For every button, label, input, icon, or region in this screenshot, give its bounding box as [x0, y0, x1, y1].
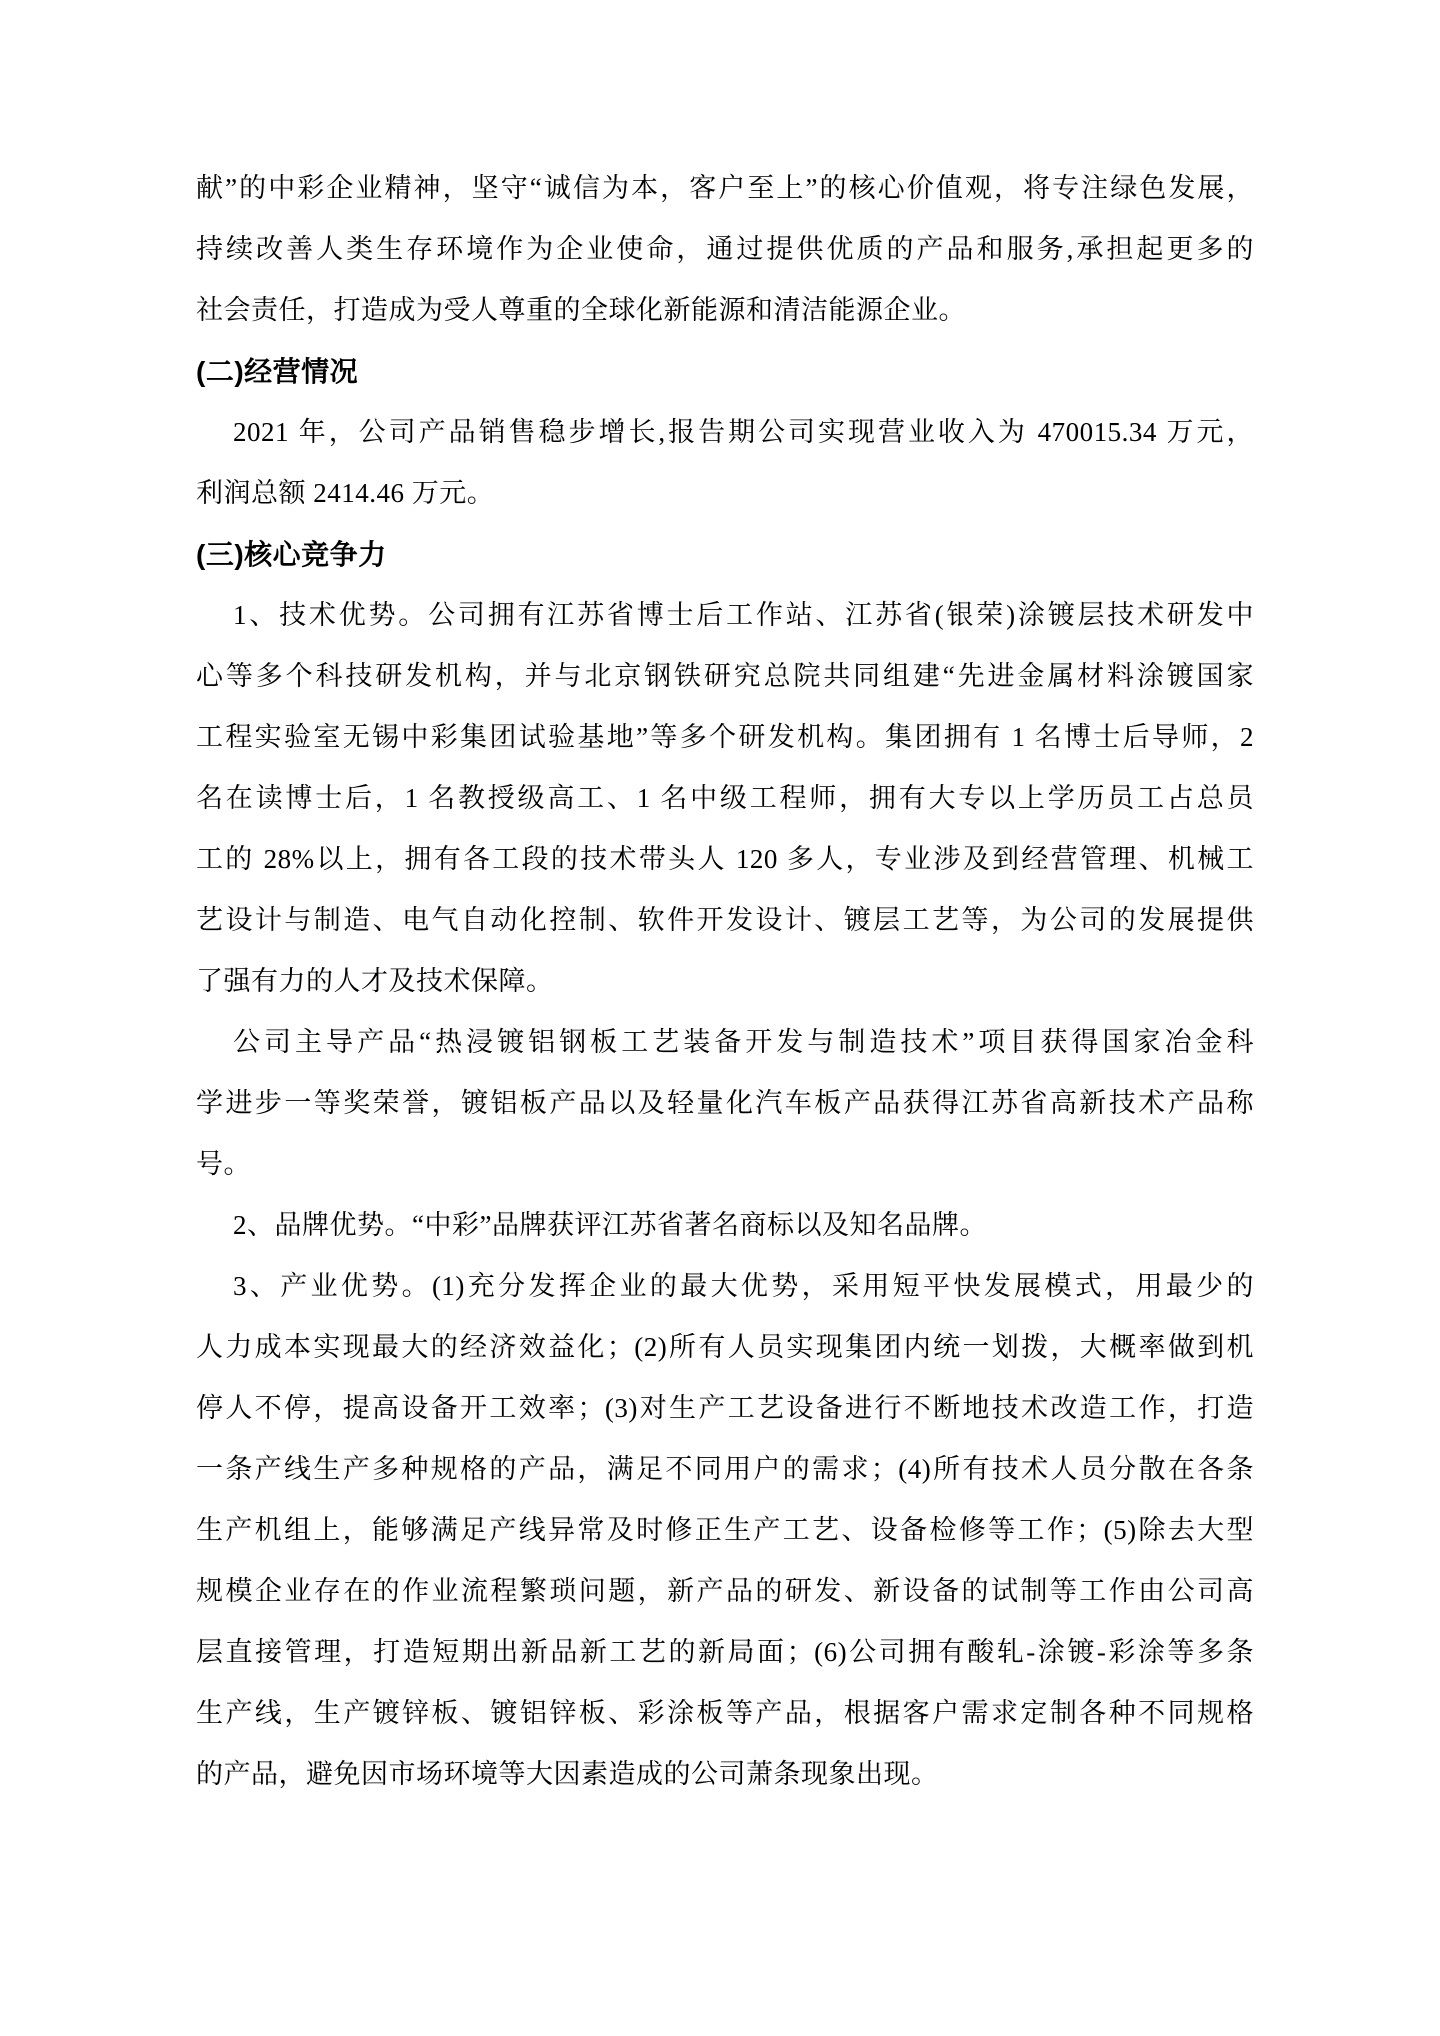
text-line: 献”的中彩企业精神，坚守“诚信为本，客户至上”的核心价值观，将专注绿色发展， — [196, 173, 1254, 203]
text-line: 社会责任，打造成为受人尊重的全球化新能源和清洁能源企业。 — [196, 295, 966, 325]
text-line: 工的 28%以上，拥有各工段的技术带头人 120 多人，专业涉及到经营管理、机械工 — [196, 844, 1254, 874]
section-heading: (二)经营情况 — [196, 356, 359, 387]
text-line: 了强有力的人才及技术保障。 — [196, 966, 554, 996]
text-line: 3、产业优势。(1)充分发挥企业的最大优势，采用短平快发展模式，用最少的 — [233, 1271, 1254, 1301]
text-line: 工程实验室无锡中彩集团试验基地”等多个研发机构。集团拥有 1 名博士后导师，2 — [196, 722, 1254, 752]
text-line: 公司主导产品“热浸镀铝钢板工艺装备开发与制造技术”项目获得国家冶金科 — [233, 1027, 1254, 1057]
document-body — [196, 158, 1254, 1805]
text-line: 层直接管理，打造短期出新品新工艺的新局面；(6)公司拥有酸轧-涂镀-彩涂等多条 — [196, 1637, 1254, 1667]
text-line: 号。 — [196, 1149, 251, 1179]
text-line: 规模企业存在的作业流程繁琐问题，新产品的研发、新设备的试制等工作由公司高 — [196, 1576, 1254, 1606]
text-line: 名在读博士后，1 名教授级高工、1 名中级工程师，拥有大专以上学历员工占总员 — [196, 783, 1254, 813]
text-line: 艺设计与制造、电气自动化控制、软件开发设计、镀层工艺等，为公司的发展提供 — [196, 905, 1254, 935]
text-line: 一条产线生产多种规格的产品，满足不同用户的需求；(4)所有技术人员分散在各条 — [196, 1454, 1254, 1484]
text-line: 2、品牌优势。“中彩”品牌获评江苏省著名商标以及知名品牌。 — [233, 1210, 987, 1240]
text-line: 1、技术优势。公司拥有江苏省博士后工作站、江苏省(银荣)涂镀层技术研发中 — [233, 600, 1254, 630]
text-line: 停人不停，提高设备开工效率；(3)对生产工艺设备进行不断地技术改造工作，打造 — [196, 1393, 1254, 1423]
text-line: 的产品，避免因市场环境等大因素造成的公司萧条现象出现。 — [196, 1759, 939, 1789]
text-line: 生产线，生产镀锌板、镀铝锌板、彩涂板等产品，根据客户需求定制各种不同规格 — [196, 1698, 1254, 1728]
text-line: 利润总额 2414.46 万元。 — [196, 478, 495, 508]
section-heading: (三)核心竞争力 — [196, 539, 387, 570]
text-line: 2021 年，公司产品销售稳步增长,报告期公司实现营业收入为 470015.34 万元， — [233, 417, 1254, 447]
text-line: 人力成本实现最大的经济效益化；(2)所有人员实现集团内统一划拨，大概率做到机 — [196, 1332, 1254, 1362]
text-line: 心等多个科技研发机构，并与北京钢铁研究总院共同组建“先进金属材料涂镀国家 — [196, 661, 1254, 691]
text-line: 生产机组上，能够满足产线异常及时修正生产工艺、设备检修等工作；(5)除去大型 — [196, 1515, 1254, 1545]
text-line: 学进步一等奖荣誉，镀铝板产品以及轻量化汽车板产品获得江苏省高新技术产品称 — [196, 1088, 1254, 1118]
text-line: 持续改善人类生存环境作为企业使命，通过提供优质的产品和服务,承担起更多的 — [196, 234, 1254, 264]
